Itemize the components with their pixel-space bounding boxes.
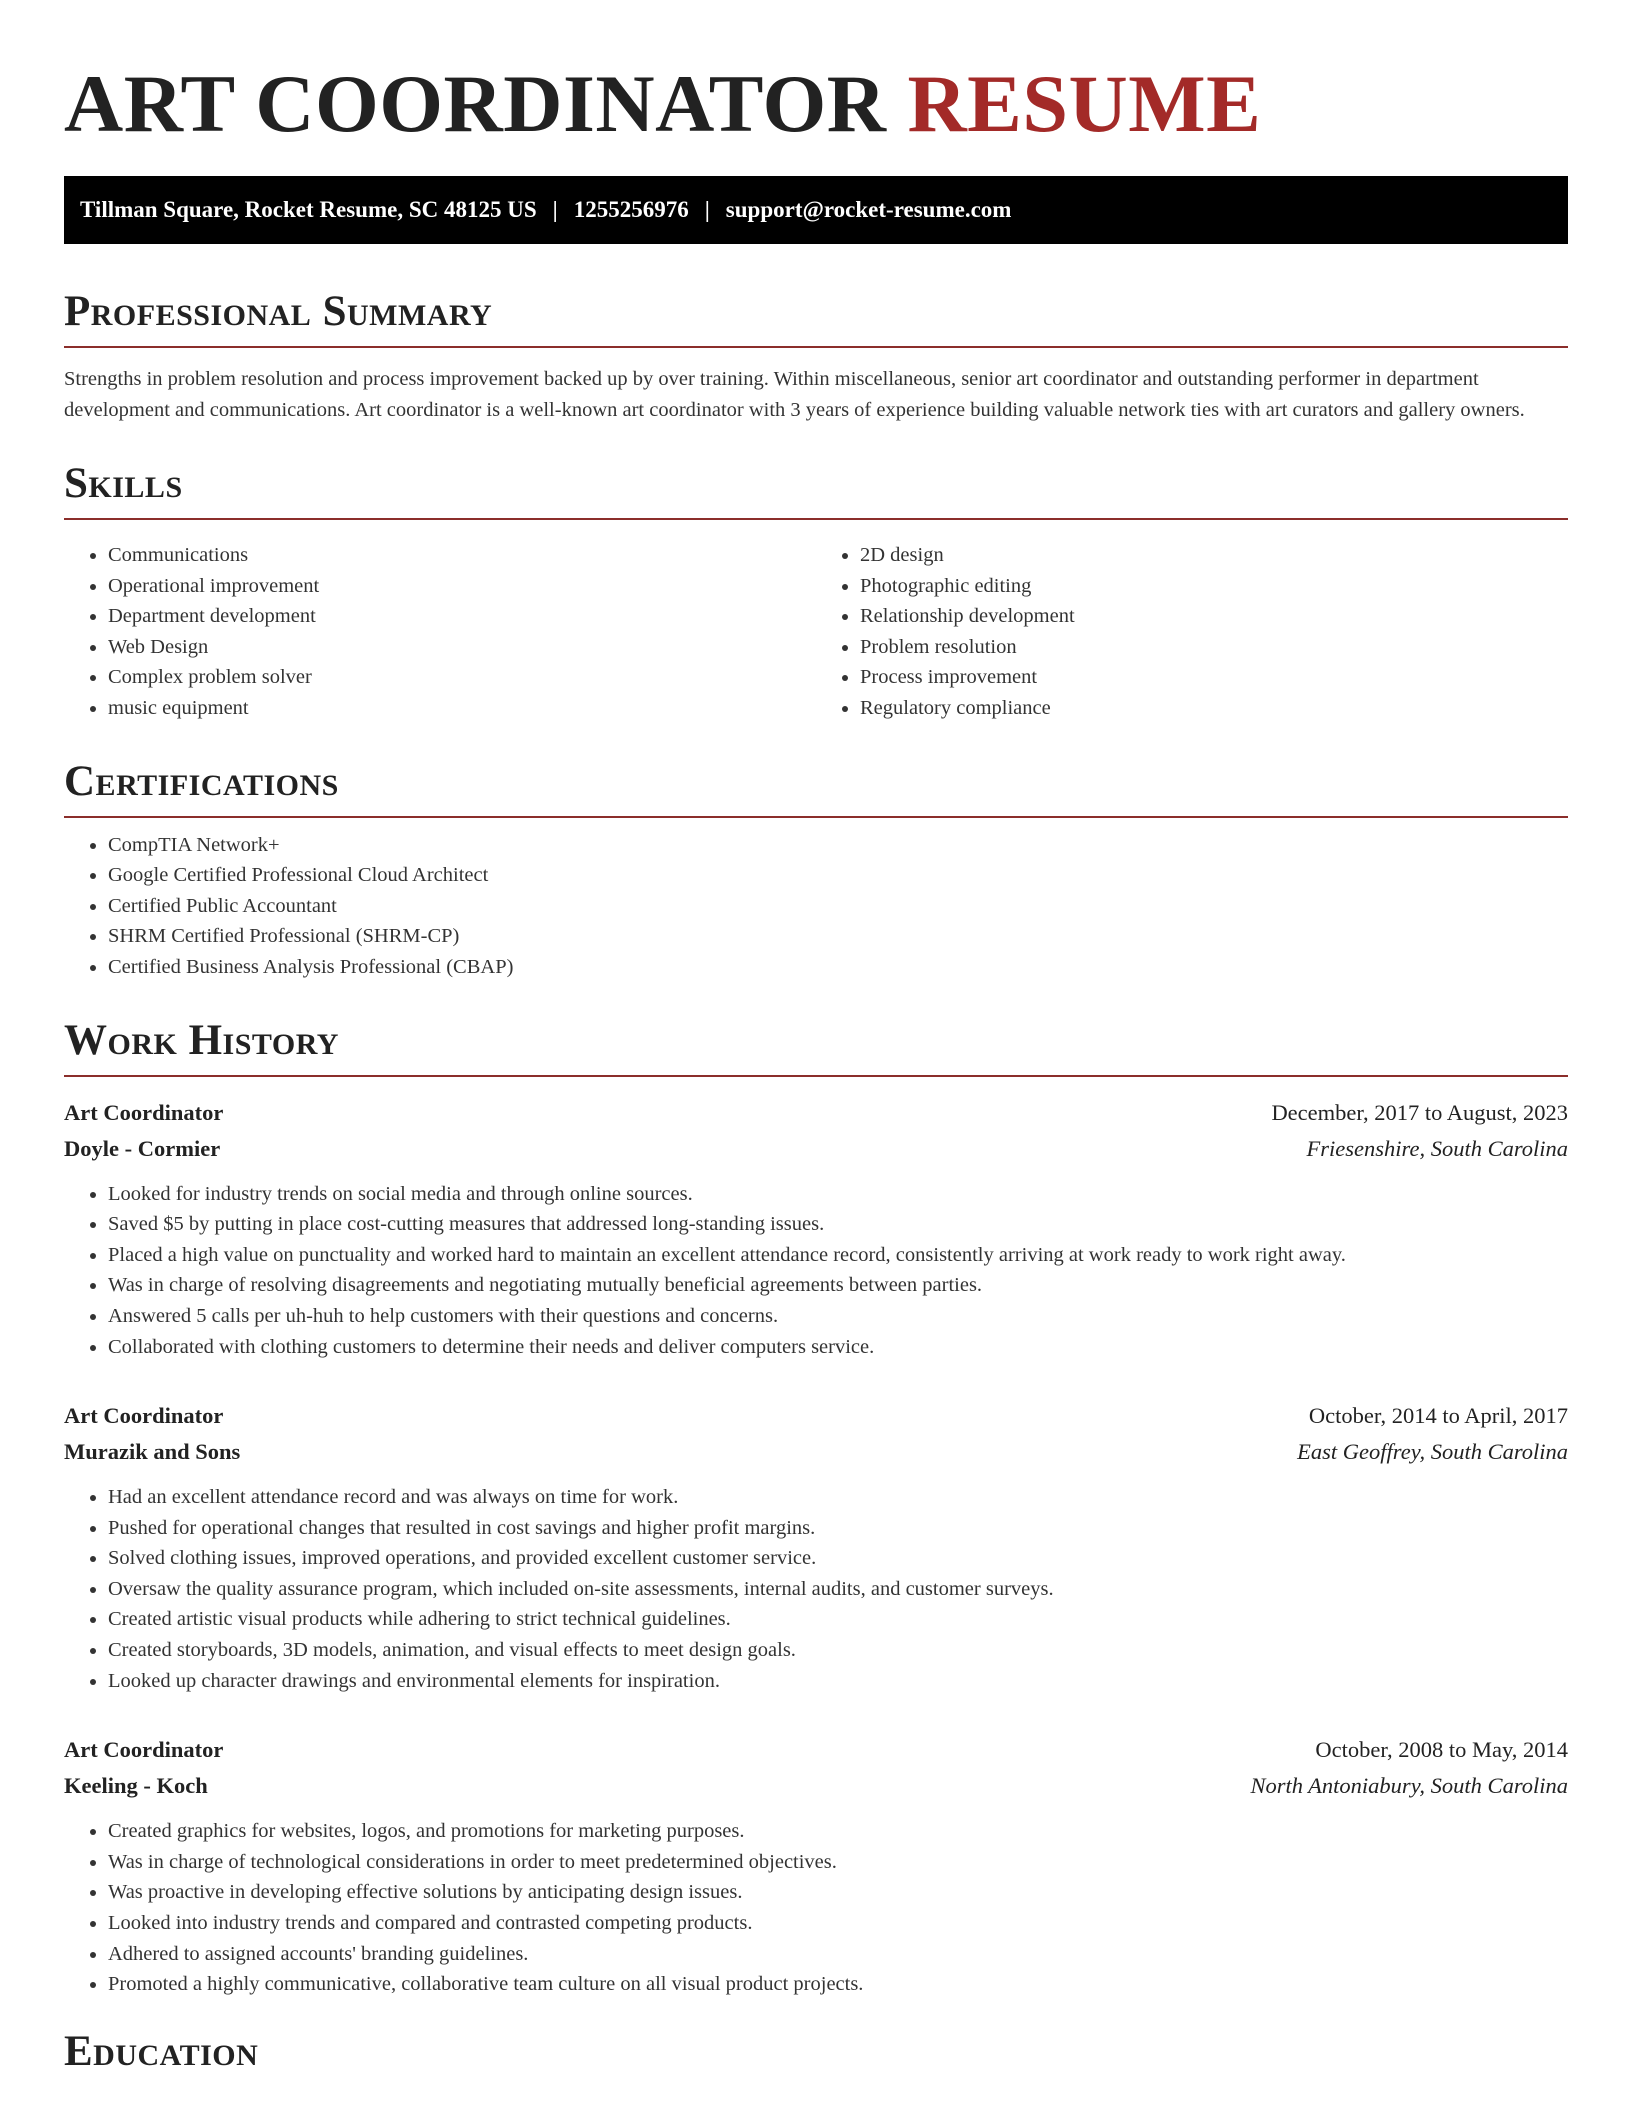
- list-item: • Created storyboards, 3D models, animation, and visual effects to meet design goals.: [108, 1635, 1568, 1666]
- contact-email: support@rocket-resume.com: [725, 197, 1012, 222]
- section-divider: [64, 816, 1568, 818]
- work-history-section: [64, 1017, 1568, 2000]
- skills-list-left: [64, 540, 816, 724]
- job-duties-list: [64, 1179, 1568, 1363]
- list-item: • Had an excellent attendance record and was always on time for work.: [108, 1482, 1568, 1513]
- list-item: • Looked for industry trends on social media and through online sources.: [108, 1179, 1568, 1210]
- job-subheader-row: [64, 1768, 1568, 1804]
- contact-separator: |: [704, 197, 710, 222]
- section-heading: Professional Summary: [64, 288, 493, 335]
- section-divider: [64, 346, 1568, 348]
- list-item: • Operational improvement: [108, 571, 816, 602]
- list-item: • music equipment: [108, 693, 816, 724]
- list-item: • Certified Business Analysis Professional (CBAP): [108, 952, 1568, 983]
- summary-section: [64, 288, 1568, 426]
- skills-list-right: [816, 540, 1568, 724]
- skills-grid: [64, 528, 1568, 724]
- job-header-row: [64, 1732, 1568, 1768]
- list-item: • CompTIA Network+: [108, 830, 1568, 861]
- list-item: • 2D design: [860, 540, 1568, 571]
- list-item: • Collaborated with clothing customers to determine their needs and deliver computers service.: [108, 1332, 1568, 1363]
- list-item: • Created artistic visual products while adhering to strict technical guidelines.: [108, 1604, 1568, 1635]
- section-heading: Work History: [64, 1016, 339, 1064]
- list-item: • SHRM Certified Professional (SHRM-CP): [108, 921, 1568, 952]
- section-heading: Skills: [64, 460, 183, 507]
- list-item: • Promoted a highly communicative, collaborative team culture on all visual product projects.: [108, 1969, 1568, 2000]
- list-item: • Solved clothing issues, improved operations, and provided excellent customer service.: [108, 1543, 1568, 1574]
- list-item: • Problem resolution: [860, 632, 1568, 663]
- list-item: • Photographic editing: [860, 571, 1568, 602]
- title-accent: RESUME: [907, 58, 1262, 149]
- job-title: Art Coordinator: [64, 1737, 224, 1763]
- contact-bar: [64, 176, 1568, 244]
- list-item: • Oversaw the quality assurance program, which included on-site assessments, internal audits, and customer surveys.: [108, 1574, 1568, 1605]
- list-item: • Certified Public Accountant: [108, 891, 1568, 922]
- list-item: • Was in charge of resolving disagreements and negotiating mutually beneficial agreements between parties.: [108, 1270, 1568, 1301]
- skills-section: [64, 460, 1568, 724]
- list-item: • Placed a high value on punctuality and worked hard to maintain an excellent attendance record, consistently arriving at work ready to work right away.: [108, 1240, 1568, 1271]
- section-divider: [64, 1075, 1568, 1077]
- job-company: Murazik and Sons: [64, 1439, 241, 1465]
- job-entry: [64, 1095, 1568, 1363]
- job-subheader-row: [64, 1434, 1568, 1470]
- education-section: [64, 2028, 1568, 2076]
- list-item: • Answered 5 calls per uh-huh to help customers with their questions and concerns.: [108, 1301, 1568, 1332]
- contact-separator: |: [552, 197, 558, 222]
- list-item: • Was proactive in developing effective solutions by anticipating design issues.: [108, 1877, 1568, 1908]
- job-location: Friesenshire, South Carolina: [1306, 1135, 1568, 1161]
- list-item: • Adhered to assigned accounts' branding guidelines.: [108, 1939, 1568, 1970]
- list-item: • Was in charge of technological considerations in order to meet predetermined objectives.: [108, 1847, 1568, 1878]
- job-dates: October, 2008 to May, 2014: [1315, 1737, 1568, 1763]
- summary-text: Strengths in problem resolution and process improvement backed up by over training. Within miscellaneous, senior art coordinator and outstanding performer in department development and communications. Art coordinator is a well-known art coordinator with 3 years of experience building valuable network ties with art curators and gallery owners.: [64, 368, 1525, 421]
- job-subheader-row: [64, 1131, 1568, 1167]
- job-dates: October, 2014 to April, 2017: [1308, 1403, 1568, 1429]
- job-entry: [64, 1398, 1568, 1696]
- list-item: • Pushed for operational changes that resulted in cost savings and higher profit margins.: [108, 1513, 1568, 1544]
- job-duties-list: [64, 1816, 1568, 2000]
- section-heading: Certifications: [64, 757, 339, 805]
- list-item: • Department development: [108, 601, 816, 632]
- job-location: East Geoffrey, South Carolina: [1297, 1439, 1568, 1465]
- list-item: • Complex problem solver: [108, 662, 816, 693]
- job-header-row: [64, 1398, 1568, 1434]
- job-entry: [64, 1732, 1568, 2000]
- list-item: • Created graphics for websites, logos, and promotions for marketing purposes.: [108, 1816, 1568, 1847]
- section-heading: Education: [64, 2027, 259, 2075]
- list-item: • Regulatory compliance: [860, 693, 1568, 724]
- section-divider: [64, 518, 1568, 520]
- list-item: • Saved $5 by putting in place cost-cutting measures that addressed long-standing issues.: [108, 1209, 1568, 1240]
- job-title: Art Coordinator: [64, 1099, 224, 1125]
- resume-title: [64, 0, 1568, 152]
- list-item: • Looked up character drawings and environmental elements for inspiration.: [108, 1666, 1568, 1697]
- title-main: ART COORDINATOR: [64, 58, 887, 149]
- certifications-section: [64, 758, 1568, 983]
- job-dates: December, 2017 to August, 2023: [1271, 1099, 1568, 1125]
- list-item: • Relationship development: [860, 601, 1568, 632]
- job-company: Keeling - Koch: [64, 1773, 208, 1799]
- list-item: • Looked into industry trends and compared and contrasted competing products.: [108, 1908, 1568, 1939]
- job-location: North Antoniabury, South Carolina: [1250, 1773, 1568, 1799]
- job-duties-list: [64, 1482, 1568, 1696]
- contact-address: Tillman Square, Rocket Resume, SC 48125 US: [80, 197, 537, 222]
- certifications-list: [64, 830, 1568, 983]
- list-item: • Process improvement: [860, 662, 1568, 693]
- list-item: • Communications: [108, 540, 816, 571]
- list-item: • Web Design: [108, 632, 816, 663]
- job-header-row: [64, 1095, 1568, 1131]
- job-title: Art Coordinator: [64, 1403, 224, 1429]
- list-item: • Google Certified Professional Cloud Architect: [108, 860, 1568, 891]
- contact-phone: 1255256976: [573, 197, 689, 222]
- job-company: Doyle - Cormier: [64, 1135, 221, 1161]
